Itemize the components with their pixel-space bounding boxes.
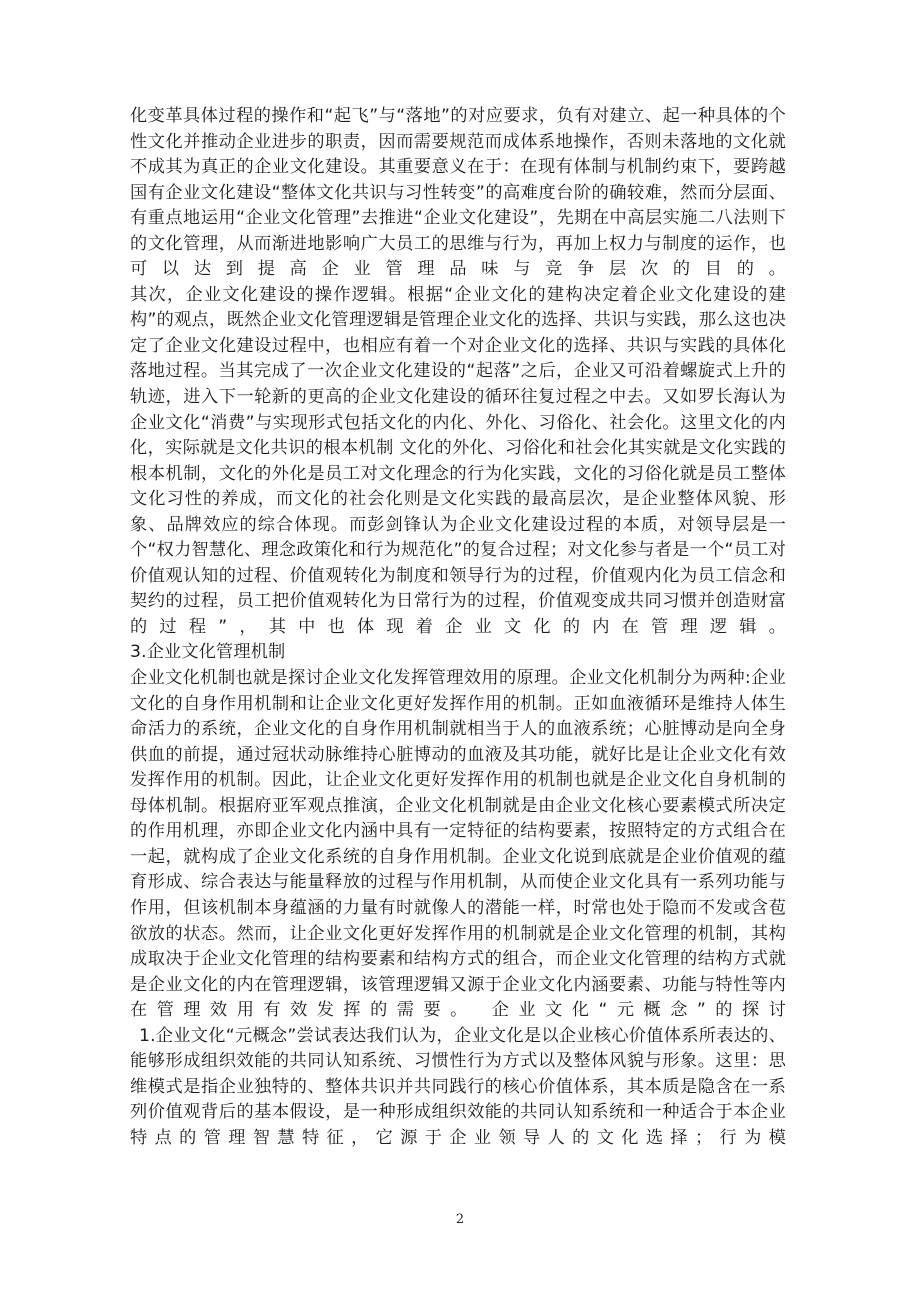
body-paragraph-4: 1.企业文化“元概念”尝试表达我们认为，企业文化是以企业核心价值体系所表达的、能够形成组织效能的共同认知系统、习惯性行为方式以及整体风貌与形象。这里：思维模式是指企业独特的、整体共识并共同践行的核心价值体系，其本质是隐含在一系列价值观背后的基本假设，是一种形成组织效能的共同认知系统和一种适合于本企业特点的管理智慧特征，它源于企业领导人的文化选择；行为模 xyxy=(130,1025,786,1148)
body-paragraph-1: 化变革具体过程的操作和“起飞”与“落地”的对应要求，负有对建立、起一种具体的个性文化并推动企业进步的职责，因而需要规范而成体系地操作，否则未落地的文化就不成其为真正的企业文化建设。其重要意义在于：在现有体制与机制约束下，要跨越国有企业文化建设“整体文化共识与习性转变”的高难度台阶的确较难，然而分层面、有重点地运用“企业文化管理”去推进“企业文化建设”，先期在中高层实施二八法则下的文化管理，从而渐进地影响广大员工的思维与行为，再加上权力与制度的运作，也可以达到提高企业管理品味与竞争层次的目的。 xyxy=(130,106,786,280)
section-heading-3: 3.企业文化管理机制 xyxy=(130,642,286,663)
page-content-body xyxy=(130,104,786,1151)
page-number: 2 xyxy=(455,1212,465,1227)
body-paragraph-3: 企业文化机制也就是探讨企业文化发挥管理效用的原理。企业文化机制分为两种:企业文化的自身作用机制和让企业文化更好发挥作用的机制。正如血液循环是维持人体生命活力的系统，企业文化的自身作用机制就相当于人的血液系统；心脏博动是向全身供血的前提，通过冠状动脉维持心脏博动的血液及其功能，就好比是让企业文化有效发挥作用的机制。因此，让企业文化更好发挥作用的机制也就是企业文化自身机制的母体机制。根据府亚军观点推演，企业文化机制就是由企业文化核心要素模式所决定的作用机理，亦即企业文化内涵中具有一定特征的结构要素，按照特定的方式组合在一起，就构成了企业文化系统的自身作用机制。企业文化说到底就是企业价值观的蕴育形成、综合表达与能量释放的过程与作用机制，从而使企业文化具有一系列功能与作用，但该机制本身蕴涵的力量有时就像人的潜能一样，时常也处于隐而不发或含苞欲放的状态。然而，让企业文化更好发挥作用的机制就是企业文化管理的机制，其构成取决于企业文化管理的结构要素和结构方式的组合，而企业文化管理的结构方式就是企业文化的内在管理逻辑，该管理逻辑又源于企业文化内涵要素、功能与特性等内在管理效用有效发挥的需要。 企业文化“元概念”的探讨 xyxy=(130,668,786,1021)
body-paragraph-2: 其次，企业文化建设的操作逻辑。根据“企业文化的建构决定着企业文化建设的建构”的观点，既然企业文化管理逻辑是管理企业文化的选择、共识与实践，那么这也决定了企业文化建设过程中，也相应有着一个对企业文化的选择、共识与实践的具体化落地过程。当其完成了一次企业文化建设的“起落”之后，企业又可沿着螺旋式上升的轨迹，进入下一轮新的更高的企业文化建设的循环往复过程之中去。又如罗长海认为企业文化“消费”与实现形式包括文化的内化、外化、习俗化、社会化。这里文化的内化，实际就是文化共识的根本机制 文化的外化、习俗化和社会化其实就是文化实践的根本机制，文化的外化是员工对文化理念的行为化实践，文化的习俗化就是员工整体文化习性的养成，而文化的社会化则是文化实践的最高层次，是企业整体风貌、形象、品牌效应的综合体现。而彭剑锋认为企业文化建设过程的本质，对领导层是一个“权力智慧化、理念政策化和行为规范化”的复合过程；对文化参与者是一个“员工对价值观认知的过程、价值观转化为制度和领导行为的过程，价值观内化为员工信念和契约的过程，员工把价值观转化为日常行为的过程，价值观变成共同习惯并创造财富的过程”，其中也体现着企业文化的内在管理逻辑。 xyxy=(130,284,786,637)
